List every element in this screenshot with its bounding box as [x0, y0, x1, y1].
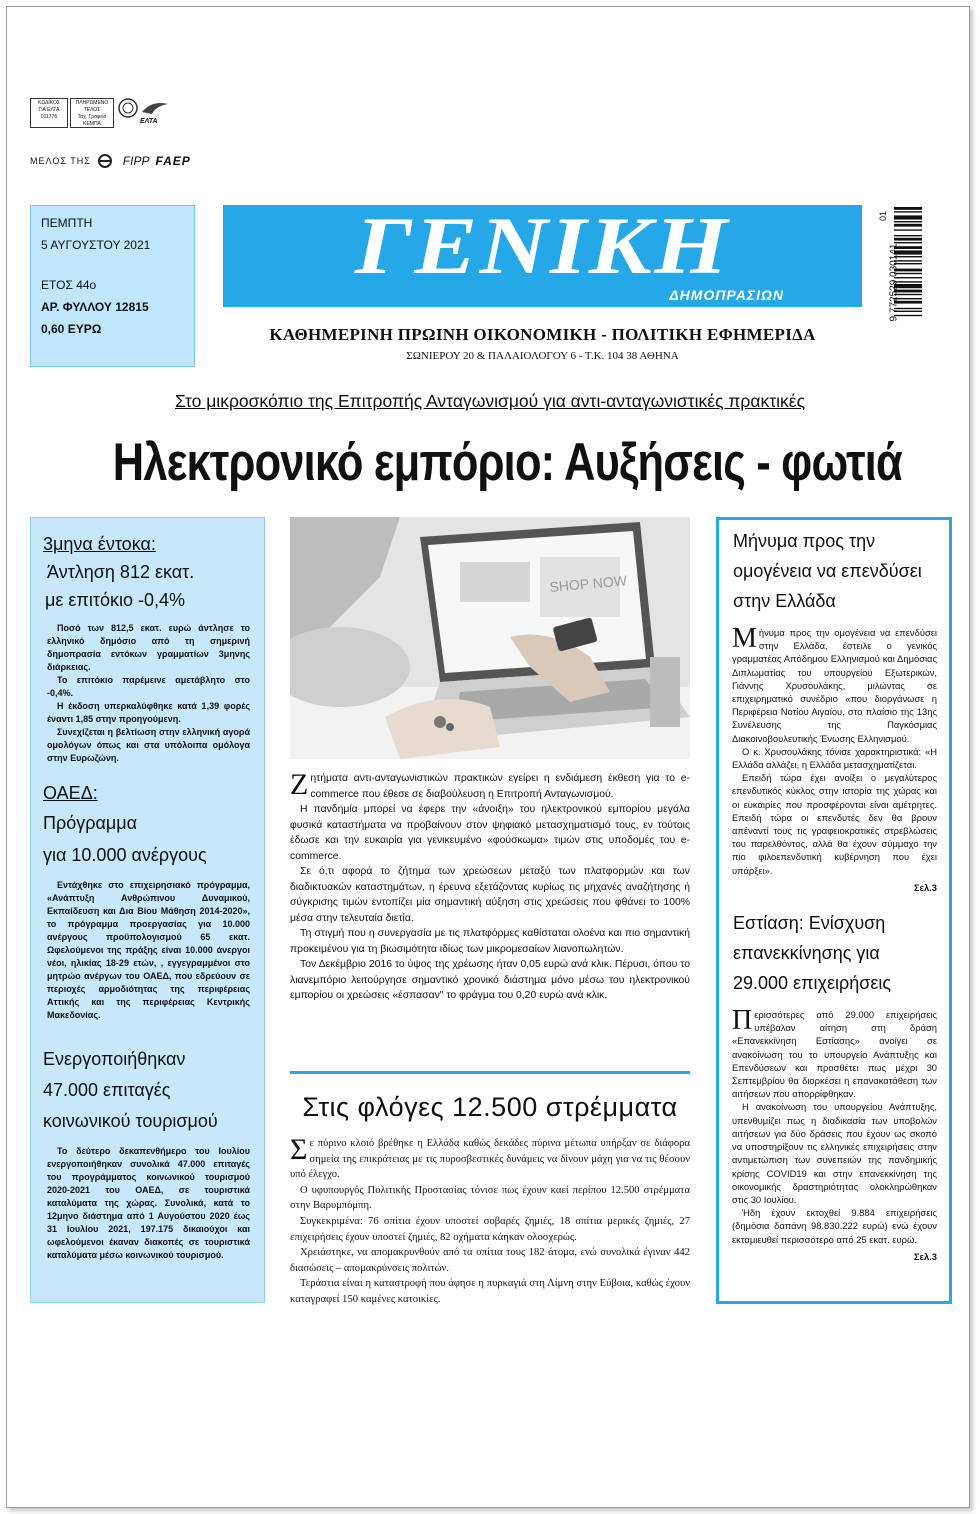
left-column [30, 517, 265, 1303]
newspaper-subtitle: ΔΗΜΟΠΡΑΣΙΩΝ [669, 287, 784, 303]
weekday: ΠΕΜΠΤΗ [41, 216, 93, 230]
oaed-title: Πρόγραμμα [43, 813, 138, 833]
drop-cap: Μ [732, 623, 757, 654]
page-reference: Σελ.3 [913, 881, 937, 893]
paragraph: Τεράστια είναι η καταστροφή που άφησε η πυρκαγιά στη Λίμνη στην Εύβοια, καθώς έχουν καταγραφεί 150 καμένες κατοικίες. [290, 1278, 690, 1305]
dining-title: επανεκκίνησης για [733, 943, 880, 964]
front-headline: Ηλεκτρονικό εμπόριο: Αυξήσεις - φωτιά [112, 433, 902, 492]
issue-number: ΑΡ. ΦΥΛΛΟΥ 12815 [41, 300, 149, 314]
member-label: ΜΕΛΟΣ ΤΗΣ [30, 156, 91, 166]
price: 0,60 ΕΥΡΩ [41, 322, 102, 336]
paragraph: Εντάχθηκε στο επιχειρησιακό πρόγραμμα, «Ανάπτυξη Ανθρώπινου Δυναμικού, Εκπαίδευση και Δια Βίου Μάθηση 2014-2020», το πρόγραμμα προεργασίας για 10.000 ανέργους προϋπολογισμού 65 εκατ. Ωφελούμενοι της πράξης είναι 10.000 άνεργοι νέοι, ηλικίας 18-29 ετών, , εγγεγραμμένοι στο μητρώο ανέργων του ΟΑΕΔ, που εδρεύουν σε περιοχές αρμοδιότητας της περιφέρειας Αττικής και της περιφέρειας Κεντρικής Μακεδονίας. [47, 880, 250, 1020]
elta-logo [140, 98, 170, 125]
stamp-line: Ταχ. Γραφείο [77, 114, 107, 120]
tourism-body [31, 1145, 264, 1262]
issue-date: 5 ΑΥΓΟΥΣΤΟΥ 2021 [41, 238, 151, 252]
newspaper-address: ΣΩΝΙΕΡΟΥ 20 & ΠΑΛΑΙΟΛΟΓΟΥ 6 - Τ.Κ. 104 38 ΑΘΗΝΑ [406, 350, 679, 362]
paragraph: Ποσό των 812,5 εκατ. ευρώ άντλησε το ελληνικό δημόσιο από τη σημερινή δημοπρασία εντόκων γραμματίων 3μηνης διάρκειας. [47, 623, 250, 672]
tbills-title: Άντληση 812 εκατ. [47, 562, 195, 582]
oaed-body [31, 879, 264, 1022]
faep-logo: FAEP [155, 154, 191, 168]
newspaper-title: ΓΕΝΙΚΗ [355, 200, 730, 291]
main-article [290, 768, 690, 1004]
elta-label: ΕΛΤΑ [140, 118, 158, 125]
paragraph: Συνεχίζεται η βελτίωση στην ελληνική αγορά ομολόγων όπως και στα υπόλοιπα ομόλογα στην Ευρωζώνη. [47, 727, 250, 763]
paragraph: Ο κ. Χρυσουλάκης τόνισε χαρακτηριστικά: «Η Ελλάδα αλλάζει, η Ελλάδα μετασχηματίζεται. [732, 745, 937, 771]
tbills-title: με επιτόκιο -0,4% [45, 590, 185, 610]
oaed-label: ΟΑΕΔ: [43, 783, 98, 803]
masthead [223, 200, 862, 307]
paragraph: Το επιτόκιο παρέμεινε αμετάβλητο στο -0,4%. [47, 675, 250, 698]
tbills-label: 3μηνα έντοκα: [43, 534, 156, 554]
stamp-line: ΓΙΑ ΕΛΤΑ [38, 107, 60, 113]
barcode-number: 9 772529 030141 [888, 243, 900, 322]
fipp-logo: FIPP [122, 154, 150, 168]
right-column [716, 517, 952, 1304]
paragraph: Σε ό,τι αφορά το ζήτημα των χρεώσεων μεταξύ των πλατφορμών και των διαδικτυακών καταστημάτων, η έρευνα εξετάζοντας κυρίως τις μηχανές αναζήτησης ή σύγκρισης τιμών εντοπίζει μία σημαντική αύξηση στις χρεώσεις που φθάνει το 100% μέσα στην τελευταία διετία. [290, 866, 690, 924]
paragraph: ερισσότερες από 29.000 επιχειρήσεις υπέβαλαν αίτηση στη δράση «Επανεκκίνηση Εστίασης» ανοίγει σε ανακοίνωση του το υπουργείο Ανάπτυξης και Επενδύσεων και προσθέτει πως μέχρι 30 Σεπτεμβρίου θα διορκέσει η επανακατάθεση των αιτήσεων που απορρίφθηκαν. [732, 1009, 937, 1100]
paragraph: ε πύρινο κλοιό βρέθηκε η Ελλάδα καθώς δεκάδες πύρινα μέτωπα υπήρξαν σε διάφορα σημεία της επικράτειας με τις πυροσβεστικές δυνάμεις να δίνουν μάχη για να τις θέσουν υπό έλεγχο. [290, 1138, 690, 1181]
paragraph: Το δεύτερο δεκαπενθήμερο του Ιουλίου ενεργοποιήθηκαν συνολικά 47.000 επιταγές του προγράμματος κοινωνικού τουρισμού 2020-2021 του ΟΑΕΔ, σε τουριστικά καταλύματα της χώρας. Συνολικά, κατά το 12μηνο διάστημα από 1 Αυγούστου 2020 έως 31 Ιουλίου 2021, 197.175 δικαιούχοι και ωφελούμενοι έκαναν διακοπές σε τουριστικά καταλύματα μέσω κοινωνικού τουρισμού. [47, 1146, 250, 1260]
paragraph: ητήματα αντι-ανταγωνιστικών πρακτικών εγείρει η ενδιάμεση έκθεση για το e-commerce που έθεσε σε διαβούλευση η Επιτροπή Ανταγωνισμού. [310, 773, 690, 800]
front-kicker: Στο μικροσκόπιο της Επιτροπής Ανταγωνισμού για αντι-ανταγωνιστικές πρακτικές [174, 391, 806, 411]
drop-cap: Ζ [290, 768, 309, 801]
newspaper-tagline: ΚΑΘΗΜΕΡΙΝΗ ΠΡΩΙΝΗ ΟΙΚΟΝΟΜΙΚΗ - ΠΟΛΙΤΙΚΗ ΕΦΗΜΕΡΙΔΑ [269, 325, 816, 344]
page-reference: Σελ.3 [913, 1250, 937, 1262]
dining-title: Εστίαση: Ενίσχυση [733, 913, 886, 934]
oaed-title: για 10.000 ανέργους [43, 845, 207, 865]
date-box [30, 205, 195, 367]
paragraph: Η έκδοση υπερκαλύφθηκε κατά 1,39 φορές έναντι 1,85 στην προηγούμενη. [47, 701, 250, 724]
hellenic-post-seal-icon [117, 97, 139, 119]
stamp-line: ΚΕΜΠΑ [83, 121, 101, 127]
paragraph: Ήδη έχουν εκτοχθεί 9.884 επιχειρήσεις (δημόσια δαπάνη 98.830.222 ευρώ) ενώ έχουν εκταμιευθεί περισσότερο από 25 εκατ. ευρώ. [732, 1207, 937, 1245]
publication-year: ΕΤΟΣ 44ο [41, 278, 97, 292]
dining-title: 29.000 επιχειρήσεις [733, 973, 892, 994]
tourism-title: 47.000 επιταγές [43, 1080, 171, 1100]
paragraph: ήνυμα προς την ομογένεια να επενδύσει στην Ελλάδα, έστειλε ο γενικός γραμματέας Απόδημου Ελληνισμού και Δημόσιας Διπλωματίας του υπουργείου Εξωτερικών, Γιάννης Χρυσουλάκης, μιλώντας σε επιχειρηματικό συνέδριο «που διοργάνωσε η Περιφέρεια Νοτίου Αιγαίου, στο πλαίσιο της 13ης Συνέλευσης της Παγκόσμιας Διακοινοβουλευτικής Ένωσης Ελληνισμού. [732, 627, 937, 744]
diaspora-body [719, 623, 949, 894]
paragraph: Χρειάστηκε, να απομακρυνθούν από τα σπίτια τους 182 άτομα, ενώ συνολικά έγιναν 442 διασώσεις – απομακρύνσεις πολιτών. [290, 1247, 690, 1274]
section-divider [290, 1071, 690, 1074]
fires-title: Στις φλόγες 12.500 στρέμματα [302, 1092, 678, 1122]
stamp-line: ΚΩΔΙΚΟΣ [38, 100, 60, 106]
fires-article [290, 1133, 690, 1308]
fipp-logo-icon [97, 154, 117, 168]
paragraph: Ο υφυπουργός Πολιτικής Προστασίας τόνισε πως έχουν καεί περίπου 12.500 στρέμματα στην Βαρυμπόμπη. [290, 1184, 690, 1212]
paragraph: Τον Δεκέμβριο 2016 το ύψος της χρέωσης ήταν 0,05 ευρώ ανά κλικ. Πέρυσι, όπου το λιανεμπόριο λειτούργησε σημαντικό χρονικό διάστημα μόνο μέσω του ηλεκτρονικού εμπορίου οι χρεώσεις «έσπασαν" το φράγμα του 0,20 ευρώ ανά κλικ. [290, 959, 690, 1001]
stamp-line: ΠΛΗΡΩΜΕΝΟ [75, 100, 109, 106]
tourism-title: κοινωνικού τουρισμού [43, 1111, 218, 1131]
elta-bird-icon [140, 98, 170, 116]
paragraph: Επειδή τώρα έχει ανοίξει ο μεγαλύτερος επενδυτικός κύκλος στην ιστορία της χώρας και οι ευκαιρίες που προσφέρονται είναι αμέτρητες. Επειδή τώρα οι επενδυτές δεν θα βρουν απέναντί τους τις γραφειοκρατικές στρεβλώσεις του παρελθόντος, αλλά θα έχουν σύμμαχο την πιο φιλοεπενδυτική κυβέρνηση που έχει υπάρξει». [732, 772, 937, 876]
stamp-line: 011776 [40, 114, 58, 120]
diaspora-title: στην Ελλάδα [733, 591, 836, 611]
diaspora-title: ομογένεια να επενδύσει [733, 561, 922, 581]
screen-text: SHOP NOW [548, 572, 628, 595]
paragraph: Η πανδημία μπορεί να έφερε την «άνοιξη» του ηλεκτρονικού εμπορίου μεγάλα φυσικά καταστήματα να προβαίνουν στον ψηφιακό μετασχηματισμό τους, εν τούτοις έδωσε και την ευκαιρία για γενικευμένο «φούσκωμα» τιμών στις υποδομές του e-commerce. [290, 804, 690, 862]
drop-cap: Σ [290, 1133, 308, 1166]
paragraph: Τη στιγμή που η συνεργασία με τις πλατφόρμες καθίσταται ολοένα και πιο σημαντική προκειμένου για τη βιωσιμότητα ιδίως των μικρομεσαίων λιανοπωλητών. [290, 928, 690, 955]
paid-stamp [70, 98, 114, 128]
diaspora-title: Μήνυμα προς την [733, 531, 876, 551]
paragraph: Συγκεκριμένα: 76 σπίτια έχουν υποστεί σοβαρές ζημιές, 18 σπίτια μερικές ζημιές, 27 επιχειρήσεις έχουν υποστεί ζημιές, 82 οχήματα κάηκαν ολοσχερώς. [290, 1215, 690, 1243]
barcode [878, 205, 924, 365]
dining-body [719, 1005, 949, 1263]
ecommerce-photo [290, 517, 690, 759]
member-line [30, 154, 191, 168]
stamp-line: ΤΕΛΟΣ [83, 107, 101, 113]
barcode-issue: 01 [878, 210, 889, 222]
paragraph: Η ανακοίνωση του υπουργείου Ανάπτυξης, υπενθυμίζει πως η διαδικασία των υποβολών αιτήσεων για δύο δράσεις που έχουν ως σκοπό να υποστηρίξουν τις ελληνικές επιχειρήσεις στην αντιμετώπιση των συνεπειών της πανδημικής κρίσης COVID19 και στην επανεκκίνηση της οικονομικής δραστηριότητας ολοκληρώθηκαν στις 30 Ιουλίου. [732, 1101, 937, 1205]
elta-code-stamp [30, 98, 68, 128]
tourism-title: Ενεργοποιήθηκαν [43, 1049, 186, 1069]
tbills-body [31, 622, 264, 765]
drop-cap: Π [732, 1005, 753, 1037]
laptop-shopping-illustration [290, 517, 690, 759]
